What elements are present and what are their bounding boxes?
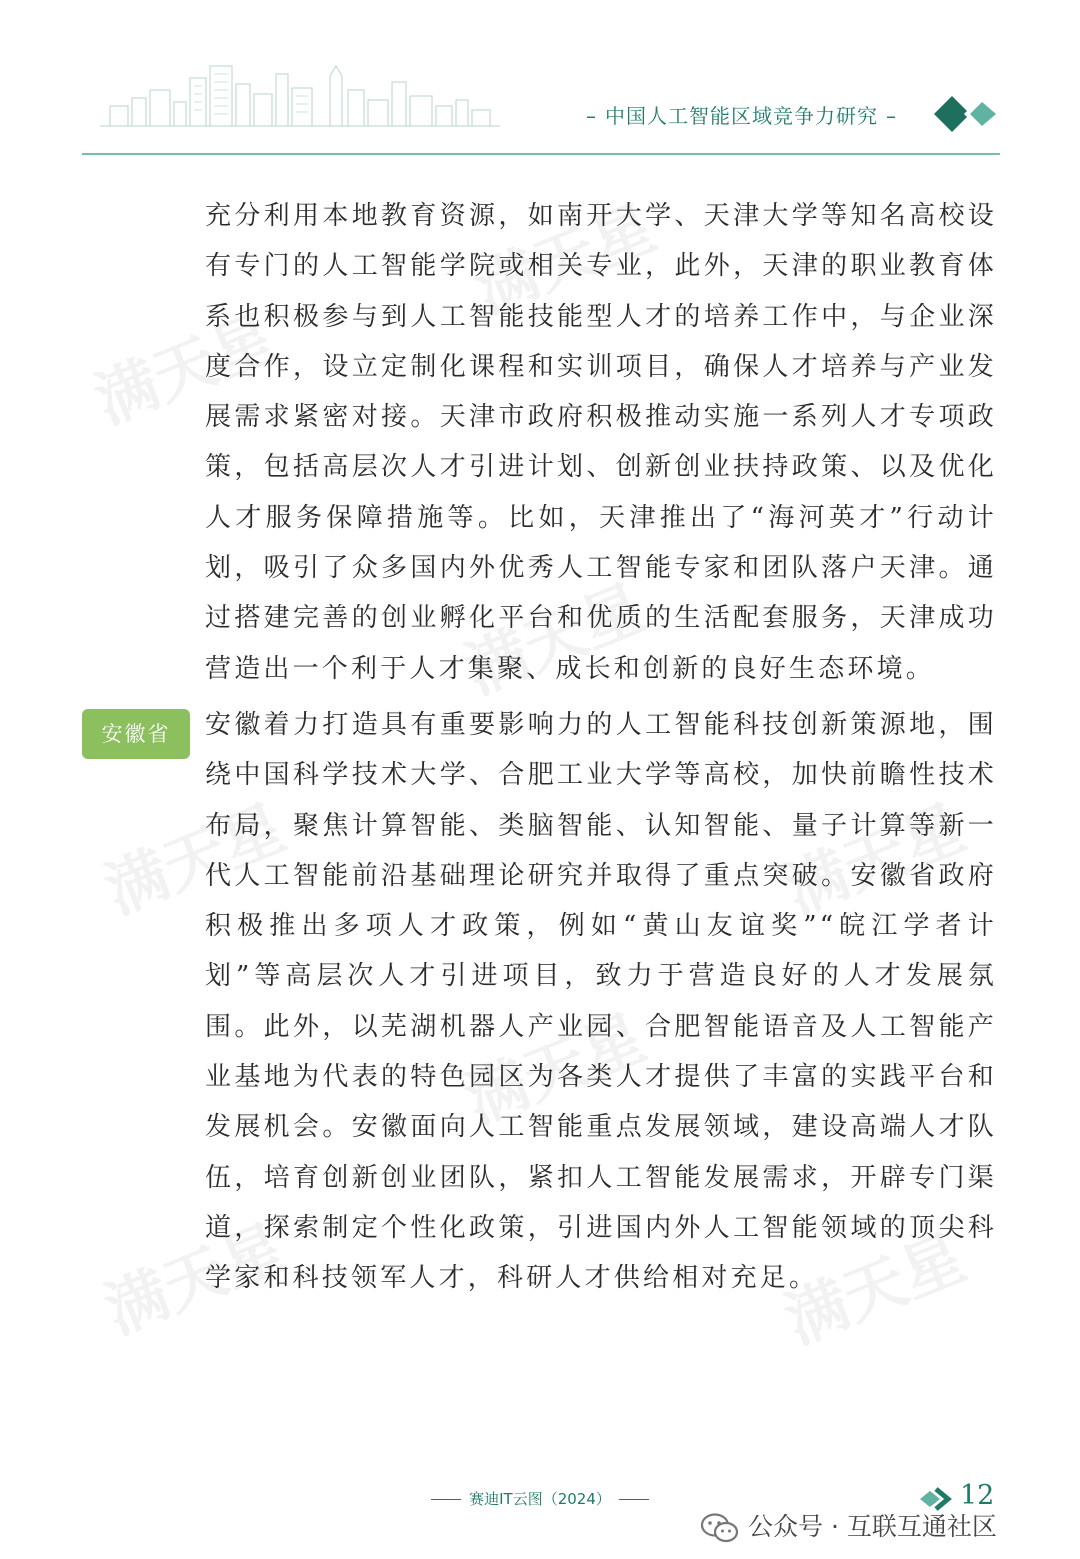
footer-text: 赛迪IT云图（2024） — [469, 1490, 611, 1508]
watermark: 满天星 — [84, 300, 285, 438]
header-dash-left: – — [586, 104, 597, 128]
wechat-account-text: 公众号 · 互联互通社区 — [748, 1512, 997, 1541]
footer-rule-right — [619, 1499, 649, 1500]
header-divider — [82, 153, 1000, 155]
page-number: 12 — [960, 1480, 995, 1511]
diamond-logo-icon — [934, 94, 1002, 134]
header-title — [578, 100, 905, 129]
paragraph-tianjin: 充分利用本地教育资源，如南开大学、天津大学等知名高校设有专门的人工智能学院或相关专业，此外，天津的职业教育体系也积极参与到人工智能技能型人才的培养工作中，与企业深度合作，设立定制化课程和实训项目，确保人才培养与产业发展需求紧密对接。天津市政府积极推动实施一系列人才专项政策，包括高层次人才引进计划、创新创业扶持政策、以及优化人才服务保障措施等。比如，天津推出了“海河英才”行动计划，吸引了众多国内外优秀人工智能专家和团队落户天津。通过搭建完善的创业孵化平台和优质的生活配套服务，天津成功营造出一个利于人才集聚、成长和创新的良好生态环境。 — [205, 201, 997, 684]
watermark: 满天星 — [774, 790, 975, 928]
header-dash-right: – — [886, 104, 897, 128]
paragraph-anhui: 安徽着力打造具有重要影响力的人工智能科技创新策源地，围绕中国科学技术大学、合肥工业大学等高校，加快前瞻性技术布局，聚焦计算智能、类脑智能、认知智能、量子计算等新一代人工智能前沿基础理论研究并取得了重点突破。安徽省政府积极推出多项人才政策，例如“黄山友谊奖”“皖江学者计划”等高层次人才引进项目，致力于营造良好的人才发展氛围。此外，以芜湖机器人产业园、合肥智能语音及人工智能产业基地为代表的特色园区为各类人才提供了丰富的实践平台和发展机会。安徽面向人工智能重点发展领域，建设高端人才队伍，培育创新创业团队，紧扣人工智能发展需求，开辟专门渠道，探索制定个性化政策，引进国内外人工智能领域的顶尖科学家和科技领军人才，科研人才供给相对充足。 — [205, 710, 997, 1294]
watermark: 满天星 — [454, 1000, 655, 1138]
watermark: 满天星 — [94, 790, 295, 928]
wechat-icon — [700, 1512, 740, 1544]
watermark: 满天星 — [774, 1220, 975, 1358]
watermark: 满天星 — [454, 570, 655, 708]
watermark: 满天星 — [464, 190, 665, 328]
footer-rule-left — [431, 1499, 461, 1500]
watermark: 满天星 — [94, 1210, 295, 1348]
header-title-text: 中国人工智能区域竞争力研究 — [605, 104, 878, 128]
section-tag-anhui: 安徽省 — [82, 709, 190, 759]
skyline-illustration — [100, 60, 500, 128]
wechat-account-label — [700, 1505, 1060, 1549]
